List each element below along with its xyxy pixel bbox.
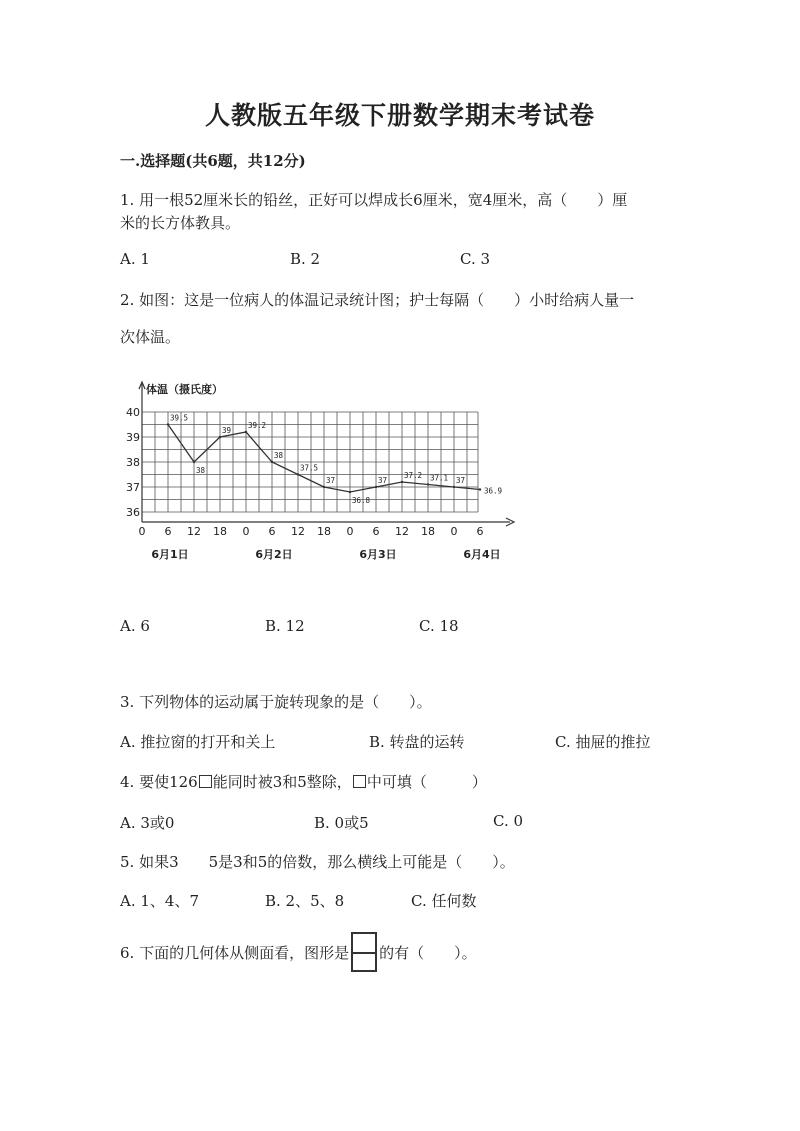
x-tick-label: 18: [213, 525, 227, 538]
question-6-stem-part-1: 6. 下面的几何体从侧面看，图形是: [120, 943, 350, 962]
question-5-option-c: C. 任何数: [411, 892, 477, 910]
x-tick-label: 6: [476, 525, 484, 538]
x-tick-label: 18: [421, 525, 435, 538]
data-point: [297, 473, 299, 475]
question-1-line-1: 1. 用一根52厘米长的铅丝，正好可以焊成长6厘米，宽4厘米，高（ ）厘: [120, 191, 628, 209]
question-4-stem-part-1: 4. 要使126: [120, 773, 198, 791]
temperature-line-chart: [118, 372, 528, 572]
question-3-option-b: B. 转盘的运转: [369, 733, 465, 751]
question-3-option-a: A. 推拉窗的打开和关上: [120, 733, 276, 751]
question-1-line-2: 米的长方体教具。: [120, 214, 241, 232]
data-label: 36.8: [352, 496, 371, 505]
data-label: 37.1: [430, 473, 449, 483]
section-heading: 一.选择题(共6题，共12分): [120, 152, 306, 170]
day-label: 6月4日: [463, 548, 501, 561]
x-tick-label: 12: [187, 525, 201, 538]
question-4-option-a: A. 3或0: [120, 814, 175, 832]
question-2-option-a: A. 6: [120, 617, 150, 635]
x-tick-label: 6: [372, 525, 380, 538]
data-label: 37: [326, 476, 336, 485]
question-2-option-b: B. 12: [265, 617, 305, 635]
y-tick-label: 36: [126, 506, 140, 519]
y-tick-label: 37: [126, 481, 140, 494]
data-point: [349, 491, 351, 493]
y-tick-label: 39: [126, 431, 140, 444]
page-title: 人教版五年级下册数学期末考试卷: [204, 101, 595, 130]
question-6-stem-part-2: 的有（ ）。: [379, 943, 477, 962]
y-tick-label: 40: [126, 406, 140, 419]
chart-y-axis-label: 体温（摄氏度）: [146, 383, 223, 396]
data-point: [453, 486, 455, 488]
question-1-option-c: C. 3: [460, 250, 491, 268]
chart-x-tick-labels: [139, 525, 484, 538]
data-label: 39.2: [248, 421, 267, 430]
question-1-option-b: B. 2: [290, 250, 321, 268]
question-2-option-c: C. 18: [419, 617, 459, 635]
chart-grid: [142, 412, 478, 512]
question-3-stem: 3. 下列物体的运动属于旋转现象的是（ ）。: [120, 693, 432, 711]
blank-square-icon: [199, 775, 212, 788]
data-label: 37.2: [404, 471, 423, 480]
question-5-stem: 5. 如果3 5是3和5的倍数，那么横线上可能是（ ）。: [120, 853, 515, 871]
chart-axes: [139, 382, 514, 526]
y-tick-label: 38: [126, 456, 140, 469]
day-label: 6月2日: [255, 548, 293, 561]
x-tick-label: 0: [138, 525, 146, 538]
data-point: [167, 423, 169, 425]
blank-square-icon: [353, 775, 366, 788]
question-4-option-b: B. 0或5: [314, 814, 369, 832]
chart-y-tick-labels: [126, 406, 140, 519]
data-label: 37: [456, 476, 466, 485]
x-tick-label: 6: [268, 525, 276, 538]
data-point: [427, 483, 429, 485]
data-label: 39.5: [170, 413, 189, 423]
data-point: [323, 486, 325, 488]
x-tick-label: 6: [164, 525, 172, 538]
question-1-option-a: A. 1: [120, 250, 150, 268]
data-label: 39: [222, 426, 232, 435]
question-5-option-a: A. 1、4、7: [120, 892, 199, 910]
question-4-stem-part-3: 中可填（ ）: [366, 773, 487, 791]
question-4-stem: [120, 771, 487, 792]
question-4-option-c: C. 0: [493, 812, 524, 830]
data-point: [245, 431, 247, 433]
data-label: 38: [196, 466, 206, 475]
question-4-stem-part-2: 能同时被3和5整除，: [212, 773, 352, 791]
question-5-option-b: B. 2、5、8: [265, 892, 345, 910]
data-point: [271, 461, 273, 463]
x-tick-label: 0: [346, 525, 354, 538]
x-tick-label: 0: [450, 525, 458, 538]
chart-day-labels: [151, 548, 500, 561]
data-point: [401, 481, 403, 483]
data-label: 37.5: [300, 463, 319, 473]
data-point: [193, 461, 195, 463]
data-label: 38: [274, 451, 284, 460]
day-label: 6月3日: [359, 548, 397, 561]
day-label: 6月1日: [151, 548, 189, 561]
x-tick-label: 18: [317, 525, 331, 538]
x-tick-label: 12: [291, 525, 305, 538]
data-point: [479, 488, 481, 490]
data-label: 37: [378, 476, 388, 485]
question-3-option-c: C. 抽屉的推拉: [555, 733, 651, 751]
data-point: [375, 486, 377, 488]
stacked-squares-figure-icon: [351, 932, 377, 972]
question-2-line-2: 次体温。: [120, 328, 181, 346]
x-tick-label: 0: [242, 525, 250, 538]
question-2-line-1: 2. 如图：这是一位病人的体温记录统计图；护士每隔（ ）小时给病人量一: [120, 291, 635, 309]
question-6-stem: [120, 932, 477, 972]
data-point: [219, 436, 221, 438]
data-label: 36.9: [484, 486, 503, 496]
x-tick-label: 12: [395, 525, 409, 538]
